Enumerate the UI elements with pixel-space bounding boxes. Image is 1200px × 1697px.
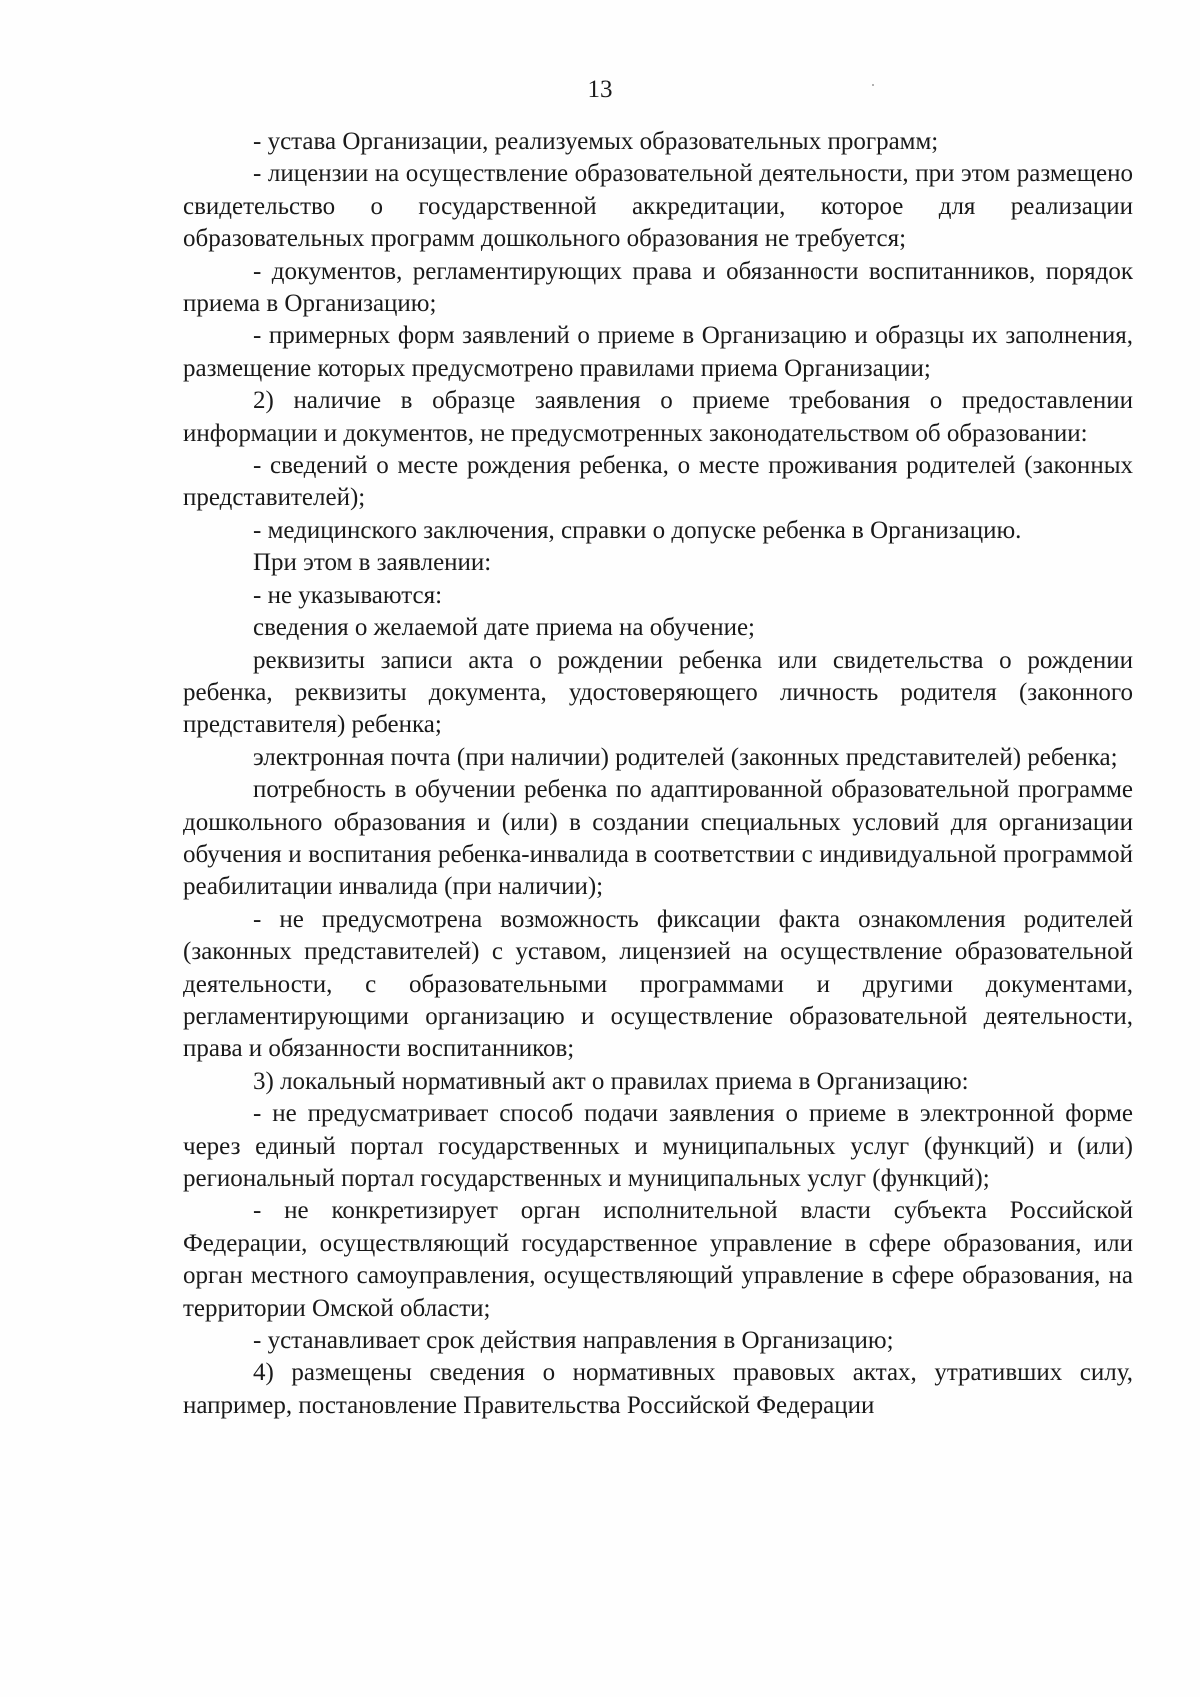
- paragraph: - лицензии на осуществление образовательной деятельности, при этом размещено свидетельство о государственной аккредитации, которое для реализации образовательных программ дошкольного образования не требуется;: [183, 160, 1133, 253]
- paragraph: потребность в обучении ребенка по адаптированной образовательной программе дошкольного образования и (или) в создании специальных условий для организации обучения и воспитания ребенка-инвалида в соответствии с индивидуальной программой реабилитации инвалида (при наличии);: [183, 776, 1133, 901]
- document-body: [183, 126, 1133, 1422]
- scan-speck: [872, 84, 874, 86]
- paragraph: - примерных форм заявлений о приеме в Организацию и образцы их заполнения, размещение которых предусмотрено правилами приема Организации;: [183, 322, 1133, 382]
- paragraph: 2) наличие в образце заявления о приеме требования о предоставлении информации и документов, не предусмотренных законодательством об образовании:: [183, 387, 1133, 447]
- paragraph: электронная почта (при наличии) родителей (законных представителей) ребенка;: [253, 743, 1118, 771]
- paragraph: - сведений о месте рождения ребенка, о месте проживания родителей (законных представителей);: [183, 452, 1133, 512]
- paragraph: - медицинского заключения, справки о допуске ребенка в Организацию.: [253, 516, 1022, 544]
- paragraph: 4) размещены сведения о нормативных правовых актах, утративших силу, например, постановление Правительства Российской Федерации: [183, 1359, 1133, 1419]
- paragraph: 3) локальный нормативный акт о правилах приема в Организацию:: [253, 1067, 969, 1095]
- paragraph: - не указываются:: [253, 581, 443, 609]
- paragraph: - устава Организации, реализуемых образовательных программ;: [253, 128, 939, 155]
- paragraph: При этом в заявлении:: [253, 549, 492, 577]
- paragraph: - не предусмотрена возможность фиксации факта ознакомления родителей (законных представителей) с уставом, лицензией на осуществление образовательной деятельности, с образовательными программами и другими документами, регламентирующими организацию и осуществление образовательной деятельности, права и обязанности воспитанников;: [183, 905, 1133, 1063]
- page-number: 13: [587, 76, 613, 103]
- paragraph: - не конкретизирует орган исполнительной власти субъекта Российской Федерации, осуществляющий государственное управление в сфере образования, или орган местного самоуправления, осуществляющий управление в сфере образования, на территории Омской области;: [183, 1197, 1133, 1322]
- paragraph: - документов, регламентирующих права и обязанности воспитанников, порядок приема в Организацию;: [183, 257, 1133, 318]
- paragraph: - не предусматривает способ подачи заявления о приеме в электронной форме через единый портал государственных и муниципальных услуг (функций) и (или) региональный портал государственных и муниципальных услуг (функций);: [183, 1100, 1133, 1192]
- paragraph: реквизиты записи акта о рождении ребенка или свидетельства о рождении ребенка, реквизиты документа, удостоверяющего личность родителя (законного представителя) ребенка;: [183, 646, 1133, 739]
- paragraph: - устанавливает срок действия направления в Организацию;: [253, 1327, 894, 1355]
- paragraph: сведения о желаемой дате приема на обучение;: [253, 614, 756, 642]
